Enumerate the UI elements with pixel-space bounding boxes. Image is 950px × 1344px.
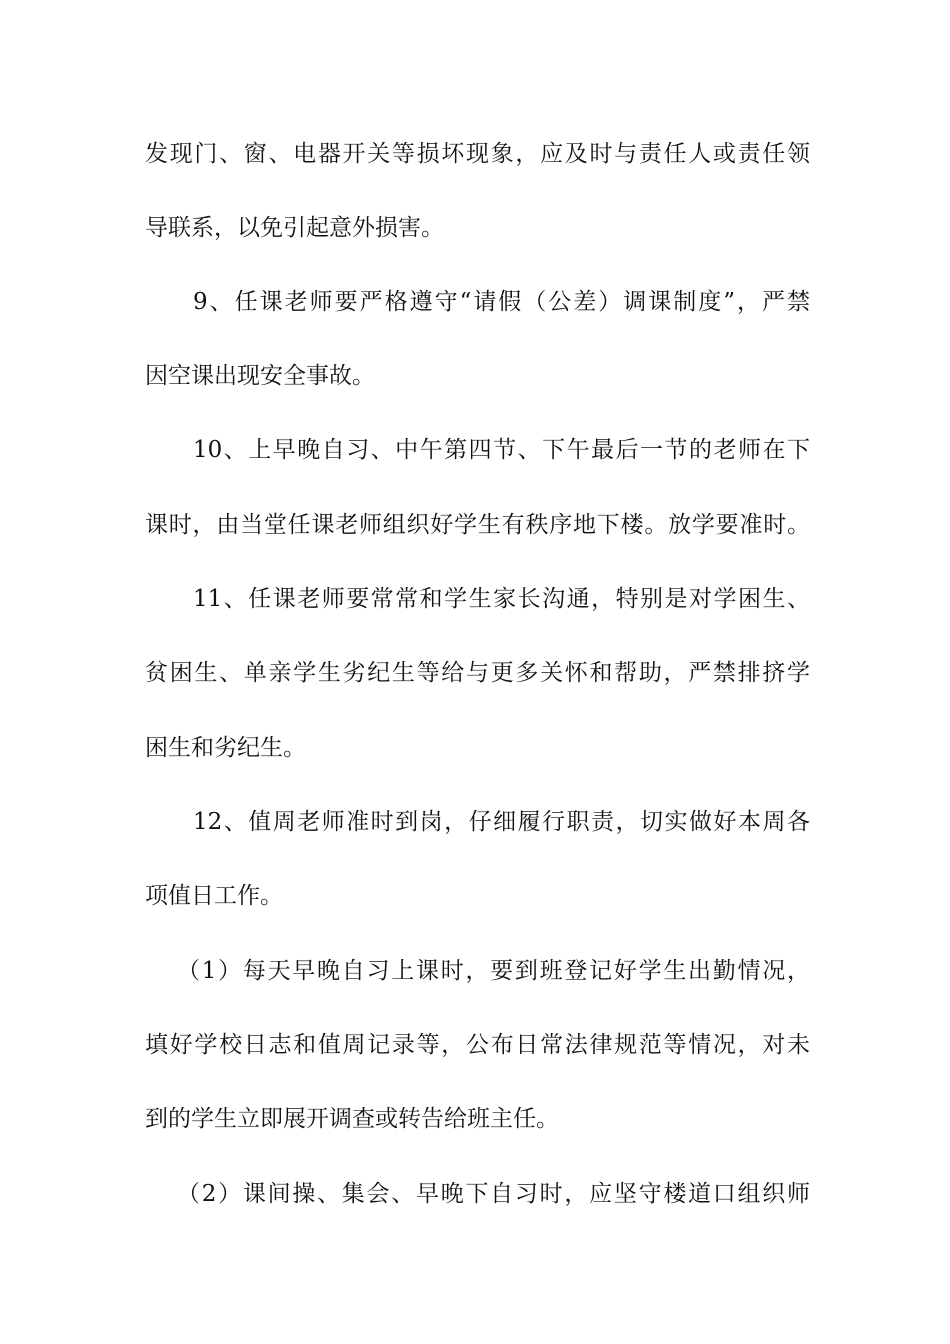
text-line: 项值日工作。 <box>145 883 283 909</box>
text-line: 10、上早晚自习、中午第四节、下午最后一节的老师在下 <box>193 437 810 463</box>
text-line: 因空课出现安全事故。 <box>145 363 375 389</box>
text-line: 贫困生、单亲学生劣纪生等给与更多关怀和帮助，严禁排挤学 <box>145 660 810 686</box>
text-line: 课时，由当堂任课老师组织好学生有秩序地下楼。放学要准时。 <box>145 512 810 538</box>
text-line: 9、任课老师要严格遵守“请假（公差）调课制度”，严禁 <box>193 289 810 315</box>
text-line: 导联系，以免引起意外损害。 <box>145 215 444 241</box>
text-line: 到的学生立即展开调查或转告给班主任。 <box>145 1106 559 1132</box>
text-line: 发现门、窗、电器开关等损坏现象，应及时与责任人或责任领 <box>145 141 810 167</box>
text-line: （2）课间操、集会、早晚下自习时，应坚守楼道口组织师 <box>177 1181 810 1207</box>
text-line: 12、值周老师准时到岗，仔细履行职责，切实做好本周各 <box>193 809 810 835</box>
text-line: 11、任课老师要常常和学生家长沟通，特别是对学困生、 <box>193 586 810 612</box>
text-line: （1）每天早晚自习上课时，要到班登记好学生出勤情况， <box>177 958 810 984</box>
text-line: 困生和劣纪生。 <box>145 735 306 761</box>
text-line: 填好学校日志和值周记录等，公布日常法律规范等情况，对未 <box>145 1032 810 1058</box>
